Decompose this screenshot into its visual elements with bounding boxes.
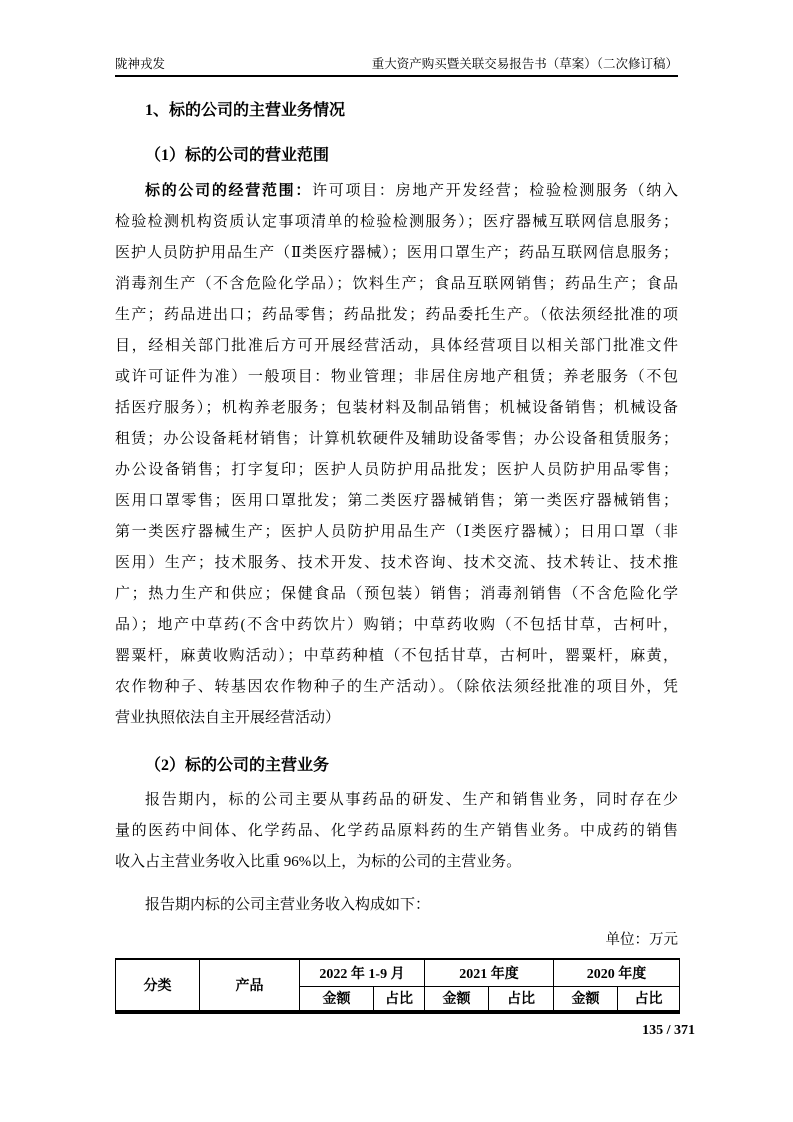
page-number: 135 / 371 (642, 1023, 695, 1038)
header-report-title: 重大资产购买暨关联交易报告书（草案）（二次修订稿） (371, 57, 678, 71)
business-scope-paragraph (115, 176, 678, 734)
paragraph-line: 租赁；办公设备耗材销售；计算机软硬件及辅助设备零售；办公设备租赁服务； (115, 431, 678, 447)
paragraph-line: 营业执照依法自主开展经营活动） (115, 710, 341, 726)
paragraph-line: 量的医药中间体、化学药品、化学药品原料药的生产销售业务。中成药的销售 (115, 823, 678, 839)
section-heading-business-scope: （1）标的公司的营业范围 (145, 147, 330, 164)
revenue-table (115, 958, 680, 1014)
paragraph-line: 医用口罩零售；医用口罩批发；第二类医疗器械销售；第一类医疗器械销售； (115, 493, 678, 509)
column-header-ratio-2021: 占比 (489, 986, 554, 1012)
paragraph-line: 消毒剂生产（不含危险化学品）；饮料生产；食品互联网销售；药品生产；食品 (115, 276, 678, 292)
column-header-amount-2021: 金额 (425, 986, 489, 1012)
column-header-period-2021: 2021 年度 (425, 959, 554, 986)
paragraph-line: 收入占主营业务收入比重 96%以上，为标的公司的主营业务。 (115, 854, 522, 870)
table-header-row-periods (116, 959, 680, 986)
header-company-name: 陇神戎发 (115, 57, 166, 71)
column-header-product: 产品 (200, 959, 300, 1012)
paragraph-line: 生产；药品进出口；药品零售；药品批发；药品委托生产。（依法须经批准的项 (115, 307, 678, 323)
paragraph-line: 或许可证件为准）一般项目：物业管理；非居住房地产租赁；养老服务（不包 (115, 369, 678, 385)
paragraph-line (115, 176, 678, 207)
column-header-period-2020: 2020 年度 (554, 959, 680, 986)
paragraph-line: 品）；地产中草药(不含中药饮片）购销；中草药收购（不包括甘草，古柯叶， (115, 617, 678, 633)
page-header (115, 56, 678, 77)
paragraph-line: 报告期内，标的公司主要从事药品的研发、生产和销售业务，同时存在少 (145, 792, 678, 808)
paragraph-line: 检验检测机构资质认定事项清单的检验检测服务）；医疗器械互联网信息服务； (115, 214, 678, 230)
column-header-ratio-2020: 占比 (618, 986, 680, 1012)
paragraph-line: 农作物种子、转基因农作物种子的生产活动）。（除依法须经批准的项目外，凭 (115, 679, 678, 695)
paragraph-line: 医用）生产；技术服务、技术开发、技术咨询、技术交流、技术转让、技术推 (115, 555, 678, 571)
column-header-category: 分类 (116, 959, 200, 1012)
paragraph-line: 第一类医疗器械生产；医护人员防护用品生产（Ⅰ类医疗器械）；日用口罩（非 (115, 524, 678, 540)
section-heading-main: 1、标的公司的主营业务情况 (145, 102, 346, 119)
main-business-paragraph (115, 785, 678, 878)
paragraph-line-text: 许可项目：房地产开发经营；检验检测服务（纳入 (312, 183, 678, 199)
column-header-period-2022: 2022 年 1-9 月 (300, 959, 425, 986)
paragraph-line: 目，经相关部门批准后方可开展经营活动，具体经营项目以相关部门批准文件 (115, 338, 678, 354)
column-header-amount-2022: 金额 (300, 986, 374, 1012)
paragraph-line: 罂粟杆，麻黄收购活动）；中草药种植（不包括甘草，古柯叶，罂粟杆，麻黄， (115, 648, 678, 664)
paragraph-line: 办公设备销售；打字复印；医护人员防护用品批发；医护人员防护用品零售； (115, 462, 678, 478)
paragraph-line: 广；热力生产和供应；保健食品（预包装）销售；消毒剂销售（不含危险化学 (115, 586, 678, 602)
document-body (115, 101, 678, 1014)
paragraph-line: 括医疗服务）；机构养老服务；包装材料及制品销售；机械设备销售；机械设备 (115, 400, 678, 416)
column-header-ratio-2022: 占比 (374, 986, 425, 1012)
unit-label: 单位：万元 (605, 932, 678, 948)
paragraph-line: 医护人员防护用品生产（Ⅱ类医疗器械）；医用口罩生产；药品互联网信息服务； (115, 245, 678, 261)
column-header-amount-2020: 金额 (554, 986, 618, 1012)
revenue-intro-line: 报告期内标的公司主营业务收入构成如下： (145, 897, 431, 913)
section-heading-main-business: （2）标的公司的主营业务 (145, 757, 330, 774)
paragraph-lead-bold: 标的公司的经营范围： (145, 183, 313, 199)
